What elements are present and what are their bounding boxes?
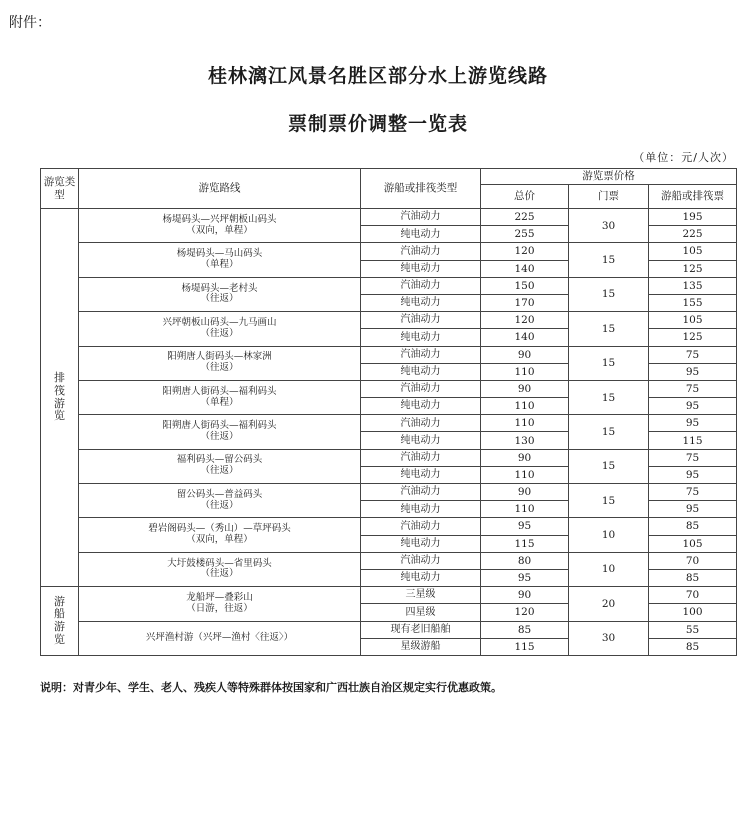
- boat-ticket-cell: 155: [649, 294, 737, 311]
- boat-type-cell: 汽油动力: [361, 209, 481, 226]
- total-price-cell: 115: [481, 535, 569, 552]
- boat-ticket-cell: 135: [649, 277, 737, 294]
- boat-type-cell: 纯电动力: [361, 535, 481, 552]
- gate-price-cell: 15: [569, 312, 649, 346]
- boat-type-cell: 纯电动力: [361, 329, 481, 346]
- boat-ticket-cell: 105: [649, 535, 737, 552]
- header-gate: 门票: [569, 185, 649, 209]
- header-total: 总价: [481, 185, 569, 209]
- boat-type-cell: 汽油动力: [361, 449, 481, 466]
- table-row: [41, 518, 737, 535]
- boat-ticket-cell: 195: [649, 209, 737, 226]
- total-price-cell: 85: [481, 621, 569, 638]
- gate-price-cell: 30: [569, 209, 649, 243]
- boat-ticket-cell: 105: [649, 243, 737, 260]
- route-cell: [79, 415, 361, 449]
- total-price-cell: 115: [481, 638, 569, 655]
- total-price-cell: 90: [481, 484, 569, 501]
- total-price-cell: 130: [481, 432, 569, 449]
- total-price-cell: 150: [481, 277, 569, 294]
- boat-type-cell: 纯电动力: [361, 363, 481, 380]
- table-row: [41, 380, 737, 397]
- route-note: （往返）: [200, 499, 239, 511]
- gate-price-cell: 20: [569, 587, 649, 621]
- route-name: 兴坪渔村游（兴坪—渔村〈往返〉）: [145, 631, 294, 643]
- route-note: （单程）: [200, 396, 239, 408]
- category-cell: [41, 209, 79, 587]
- gate-price-cell: 15: [569, 243, 649, 277]
- gate-price-cell: 15: [569, 346, 649, 380]
- boat-type-cell: 三星级: [361, 587, 481, 604]
- route-cell: [79, 277, 361, 311]
- route-note: （往返）: [200, 430, 239, 442]
- route-cell: [79, 449, 361, 483]
- boat-type-cell: 汽油动力: [361, 243, 481, 260]
- boat-ticket-cell: 75: [649, 380, 737, 397]
- route-name: 大圩鼓楼码头—省里码头: [167, 557, 272, 569]
- route-name: 杨堤码头—兴坪朝板山码头: [162, 213, 277, 225]
- route-note: （双向，单程）: [186, 534, 253, 546]
- boat-type-cell: 汽油动力: [361, 518, 481, 535]
- gate-price-cell: 15: [569, 484, 649, 518]
- boat-type-cell: 纯电动力: [361, 569, 481, 586]
- boat-type-cell: 汽油动力: [361, 380, 481, 397]
- boat-type-cell: 纯电动力: [361, 226, 481, 243]
- boat-ticket-cell: 115: [649, 432, 737, 449]
- document-title: 桂林漓江风景名胜区部分水上游览线路: [207, 65, 548, 87]
- boat-ticket-cell: 125: [649, 260, 737, 277]
- table-row: [41, 346, 737, 363]
- table-row: [41, 312, 737, 329]
- total-price-cell: 80: [481, 552, 569, 569]
- category-cell: [41, 587, 79, 656]
- category-label: 游船游览: [54, 594, 65, 646]
- table-row: [41, 449, 737, 466]
- boat-type-cell: 汽油动力: [361, 484, 481, 501]
- boat-ticket-cell: 95: [649, 398, 737, 415]
- route-note: （往返）: [200, 568, 239, 580]
- route-name: 阳朔唐人街码头—林家洲: [167, 351, 272, 363]
- gate-price-cell: 15: [569, 380, 649, 414]
- route-note: （往返）: [200, 327, 239, 339]
- route-cell: [79, 518, 361, 552]
- boat-ticket-cell: 95: [649, 415, 737, 432]
- total-price-cell: 170: [481, 294, 569, 311]
- table-row: [41, 621, 737, 638]
- header-ticket-price: 游览票价格: [481, 169, 737, 185]
- route-name: 龙船坪—叠彩山: [186, 591, 253, 603]
- table-row: [41, 209, 737, 226]
- boat-ticket-cell: 75: [649, 346, 737, 363]
- boat-type-cell: 汽油动力: [361, 277, 481, 294]
- boat-ticket-cell: 75: [649, 449, 737, 466]
- table-row: [41, 277, 737, 294]
- boat-ticket-cell: 75: [649, 484, 737, 501]
- boat-ticket-cell: 85: [649, 518, 737, 535]
- boat-ticket-cell: 225: [649, 226, 737, 243]
- gate-price-cell: 15: [569, 449, 649, 483]
- boat-ticket-cell: 100: [649, 604, 737, 621]
- boat-type-cell: 汽油动力: [361, 312, 481, 329]
- boat-ticket-cell: 85: [649, 569, 737, 586]
- route-cell: [79, 380, 361, 414]
- total-price-cell: 110: [481, 466, 569, 483]
- fare-table: [40, 168, 737, 656]
- gate-price-cell: 15: [569, 415, 649, 449]
- route-name: 阳朔唐人街码头—福利码头: [162, 385, 277, 397]
- total-price-cell: 110: [481, 501, 569, 518]
- boat-type-cell: 纯电动力: [361, 398, 481, 415]
- boat-type-cell: 汽油动力: [361, 346, 481, 363]
- total-price-cell: 120: [481, 604, 569, 621]
- route-cell: [79, 484, 361, 518]
- gate-price-cell: 30: [569, 621, 649, 655]
- boat-type-cell: 四星级: [361, 604, 481, 621]
- boat-ticket-cell: 70: [649, 552, 737, 569]
- boat-type-cell: 纯电动力: [361, 466, 481, 483]
- total-price-cell: 110: [481, 398, 569, 415]
- route-name: 杨堤码头—老村头: [181, 282, 258, 294]
- boat-ticket-cell: 95: [649, 363, 737, 380]
- total-price-cell: 95: [481, 518, 569, 535]
- header-boat-ticket: 游船或排筏票: [649, 185, 737, 209]
- total-price-cell: 90: [481, 380, 569, 397]
- total-price-cell: 120: [481, 312, 569, 329]
- boat-type-cell: 纯电动力: [361, 501, 481, 518]
- total-price-cell: 140: [481, 329, 569, 346]
- route-note: （往返）: [200, 465, 239, 477]
- table-row: [41, 243, 737, 260]
- gate-price-cell: 10: [569, 552, 649, 586]
- total-price-cell: 90: [481, 587, 569, 604]
- route-note: （往返）: [200, 362, 239, 374]
- route-name: 碧岩阁码头—（秀山）—草坪码头: [148, 523, 291, 535]
- total-price-cell: 110: [481, 363, 569, 380]
- route-name: 阳朔唐人街码头—福利码头: [162, 420, 277, 432]
- category-label: 排筏游览: [54, 371, 65, 423]
- boat-type-cell: 现有老旧船舶: [361, 621, 481, 638]
- route-cell: [79, 209, 361, 243]
- boat-type-cell: 纯电动力: [361, 294, 481, 311]
- boat-type-cell: 汽油动力: [361, 552, 481, 569]
- total-price-cell: 120: [481, 243, 569, 260]
- total-price-cell: 110: [481, 415, 569, 432]
- route-note: （往返）: [200, 293, 239, 305]
- total-price-cell: 225: [481, 209, 569, 226]
- header-route: 游览路线: [79, 169, 361, 209]
- route-note: （日游，往返）: [186, 602, 253, 614]
- route-name: 杨堤码头—马山码头: [176, 248, 263, 260]
- boat-type-cell: 星级游船: [361, 638, 481, 655]
- attachment-label: 附件：: [9, 15, 51, 31]
- boat-ticket-cell: 55: [649, 621, 737, 638]
- document-subtitle: 票制票价调整一览表: [287, 113, 468, 135]
- route-note: （双向，单程）: [186, 224, 253, 236]
- route-cell: [79, 243, 361, 277]
- total-price-cell: 95: [481, 569, 569, 586]
- boat-type-cell: 纯电动力: [361, 260, 481, 277]
- boat-ticket-cell: 95: [649, 466, 737, 483]
- route-note: （单程）: [200, 259, 239, 271]
- boat-ticket-cell: 70: [649, 587, 737, 604]
- boat-type-cell: 纯电动力: [361, 432, 481, 449]
- unit-note: （单位：元/人次）: [633, 151, 734, 164]
- route-cell: [79, 346, 361, 380]
- gate-price-cell: 15: [569, 277, 649, 311]
- table-row: [41, 587, 737, 604]
- route-name: 福利码头—留公码头: [176, 454, 263, 466]
- footnote: 说明：对青少年、学生、老人、残疾人等特殊群体按国家和广西壮族自治区规定实行优惠政策。: [40, 681, 502, 694]
- boat-ticket-cell: 125: [649, 329, 737, 346]
- header-boat-type: 游船或排筏类型: [361, 169, 481, 209]
- route-name: 兴坪朝板山码头—九马画山: [162, 316, 277, 328]
- boat-ticket-cell: 85: [649, 638, 737, 655]
- header-category: 游览类型: [41, 169, 79, 209]
- table-row: [41, 552, 737, 569]
- route-cell: [79, 587, 361, 621]
- boat-ticket-cell: 95: [649, 501, 737, 518]
- total-price-cell: 255: [481, 226, 569, 243]
- boat-type-cell: 汽油动力: [361, 415, 481, 432]
- total-price-cell: 140: [481, 260, 569, 277]
- table-row: [41, 484, 737, 501]
- total-price-cell: 90: [481, 346, 569, 363]
- route-cell: [79, 621, 361, 655]
- route-cell: [79, 312, 361, 346]
- route-cell: [79, 552, 361, 586]
- table-row: [41, 415, 737, 432]
- total-price-cell: 90: [481, 449, 569, 466]
- route-name: 留公码头—普益码头: [176, 488, 263, 500]
- boat-ticket-cell: 105: [649, 312, 737, 329]
- gate-price-cell: 10: [569, 518, 649, 552]
